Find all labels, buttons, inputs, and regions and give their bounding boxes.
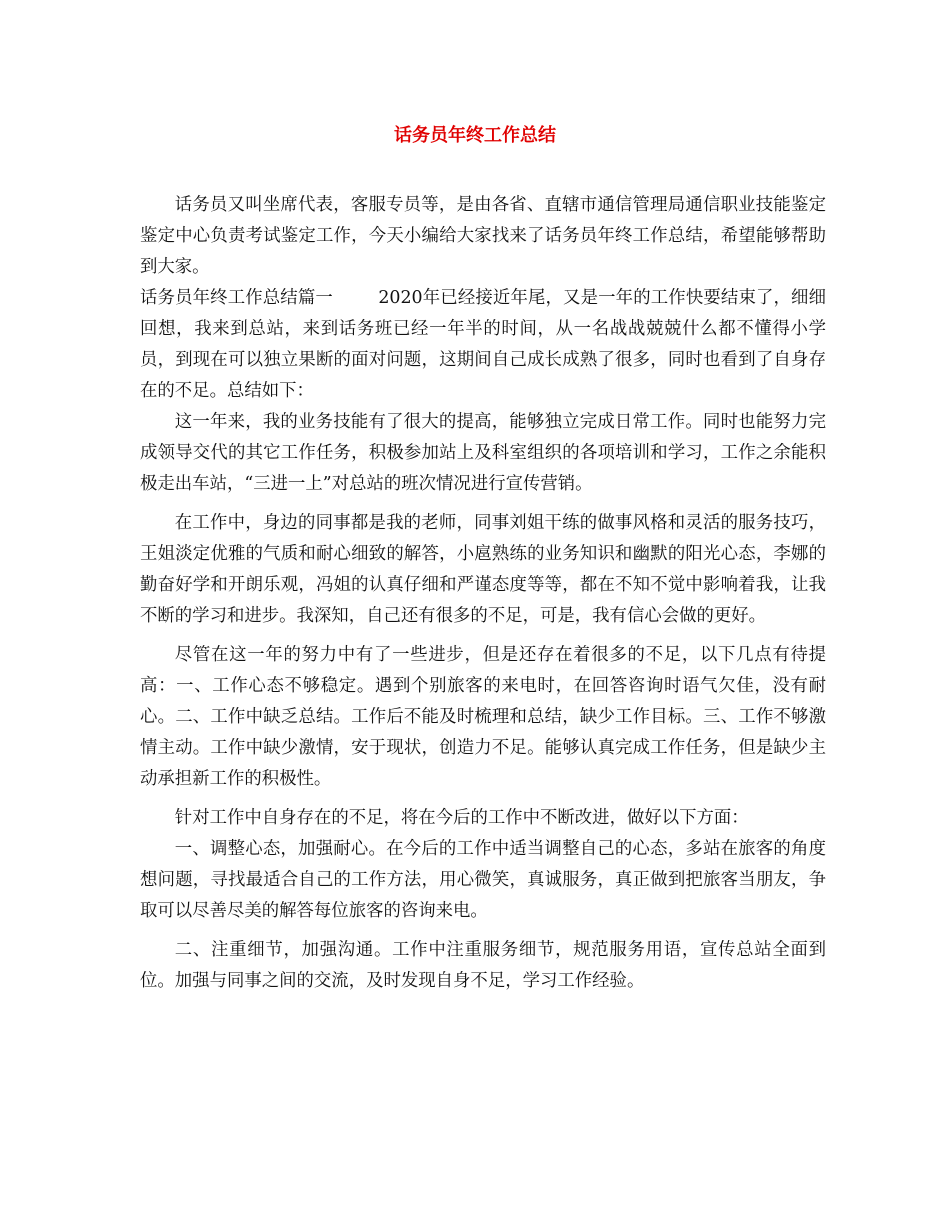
paragraph: 在工作中，身边的同事都是我的老师，同事刘姐干练的做事风格和灵活的服务技巧，王姐淡定优雅的气质和耐心细致的解答，小扈熟练的业务知识和幽默的阳光心态，李娜的勤奋好学和开朗乐观，冯姐的认真仔细和严谨态度等等，都在不知不觉中影响着我，让我不断的学习和进步。我深知，自己还有很多的不足，可是，我有信心会做的更好。	[140, 513, 826, 626]
section-first-paragraph	[140, 283, 826, 407]
intro-paragraph: 话务员又叫坐席代表，客服专员等，是由各省、直辖市通信管理局通信职业技能鉴定鉴定中心负责考试鉴定工作，今天小编给大家找来了话务员年终工作总结，希望能够帮助到大家。	[140, 195, 826, 277]
paragraph: 针对工作中自身存在的不足，将在今后的工作中不断改进，做好以下方面：	[174, 808, 749, 828]
section-heading: 话务员年终工作总结篇一	[140, 288, 333, 308]
paragraph: 二、注重细节，加强沟通。工作中注重服务细节，规范服务用语，宣传总站全面到位。加强与同事之间的交流，及时发现自身不足，学习工作经验。	[140, 940, 826, 991]
paragraph: 这一年来，我的业务技能有了很大的提高，能够独立完成日常工作。同时也能努力完成领导交代的其它工作任务，积极参加站上及科室组织的各项培训和学习，工作之余能积极走出车站，“三进一上”对总站的班次情况进行宣传营销。	[140, 412, 826, 494]
section-heading-spacer	[333, 288, 378, 308]
paragraph: 尽管在这一年的努力中有了一些进步，但是还存在着很多的不足，以下几点有待提高：一、工作心态不够稳定。遇到个别旅客的来电时，在回答咨询时语气欠佳，没有耐心。二、工作中缺乏总结。工作后不能及时梳理和总结，缺少工作目标。三、工作不够激情主动。工作中缺少激情，安于现状，创造力不足。能够认真完成工作任务，但是缺少主动承担新工作的积极性。	[140, 645, 826, 789]
paragraph: 一、调整心态，加强耐心。在今后的工作中适当调整自己的心态，多站在旅客的角度想问题，寻找最适合自己的工作方法，用心微笑，真诚服务，真正做到把旅客当朋友，争取可以尽善尽美的解答每位旅客的咨询来电。	[140, 839, 826, 921]
document-title: 话务员年终工作总结	[394, 125, 556, 146]
document-body	[140, 190, 826, 997]
section-first-text: 2020年已经接近年尾，又是一年的工作快要结束了，细细回想，我来到总站，来到话务班已经一年半的时间，从一名战战兢兢什么都不懂得小学员，到现在可以独立果断的面对问题，这期间自己成长成熟了很多，同时也看到了自身存在的不足。总结如下：	[140, 288, 826, 401]
